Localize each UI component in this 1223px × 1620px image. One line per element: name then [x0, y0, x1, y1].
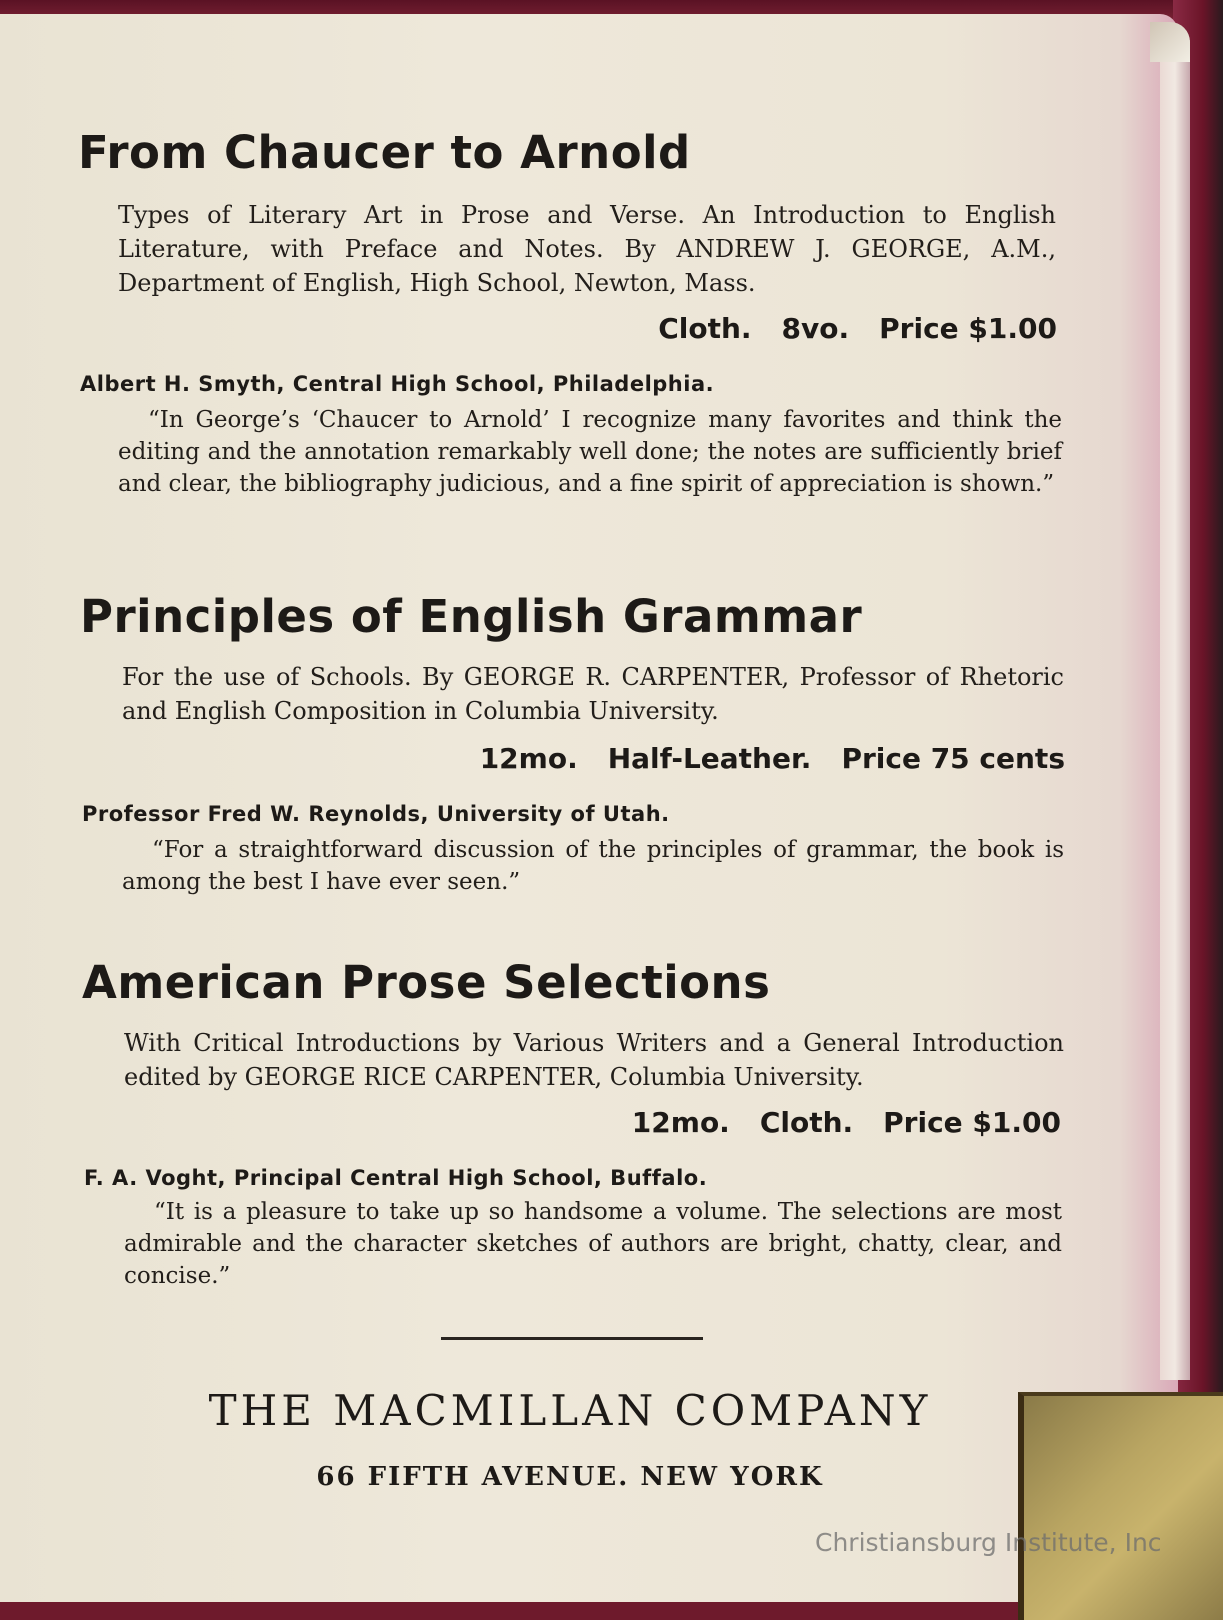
publisher-address: 66 FIFTH AVENUE. NEW YORK	[316, 1462, 824, 1492]
format: 12mo.	[631, 1106, 730, 1139]
book-price-line	[450, 742, 1065, 775]
book-description: With Critical Introductions by Various Writers and a General Introduction edited by GEORGE RICE CARPENTER, Columbia University.	[124, 1029, 1064, 1091]
review-quote: “It is a pleasure to take up so handsome a volume. The selections are most admirable and the character sketches of authors are bright, chatty, clear, and concise.”	[124, 1199, 1062, 1289]
reviewer: F. A. Voght, Principal Central High School, Buffalo.	[84, 1166, 708, 1190]
book-title: American Prose Selections	[82, 956, 771, 1009]
book-title: Principles of English Grammar	[80, 590, 863, 643]
format: 8vo.	[781, 312, 850, 345]
review-quote: “For a straightforward discussion of the principles of grammar, the book is among the best I have ever seen.”	[122, 837, 1064, 895]
review-quote: “In George’s ‘Chaucer to Arnold’ I recognize many favorites and think the editing and the annotation remarkably well done; the notes are sufficiently brief and clear, the bibliography judicious, and a fine spirit of appreciation is shown.”	[118, 407, 1062, 497]
book-description: Types of Literary Art in Prose and Verse. An Introduction to English Literature, with Preface and Notes. By ANDREW J. GEORGE, A.M., Department of English, High School, Newton, Mass.	[118, 201, 1056, 297]
binding: Cloth.	[658, 312, 752, 345]
format: 12mo.	[479, 742, 578, 775]
book-title: From Chaucer to Arnold	[78, 126, 691, 179]
book-description: For the use of Schools. By GEORGE R. CARPENTER, Professor of Rhetoric and English Composition in Columbia University.	[122, 663, 1064, 725]
binding: Cloth.	[759, 1106, 854, 1139]
book-price-line	[602, 1106, 1061, 1139]
watermark-text: Christiansburg Institute, Inc	[815, 1528, 1162, 1557]
book-price-line	[628, 312, 1057, 345]
price: Price 75 cents	[841, 742, 1065, 775]
publisher-name: THE MACMILLAN COMPANY	[208, 1386, 932, 1435]
reviewer: Albert H. Smyth, Central High School, Philadelphia.	[80, 372, 715, 396]
price: Price $1.00	[879, 312, 1057, 345]
divider-rule	[441, 1337, 703, 1340]
binding: Half-Leather.	[607, 742, 812, 775]
price: Price $1.00	[883, 1106, 1061, 1139]
reviewer: Professor Fred W. Reynolds, University of Utah.	[82, 802, 670, 826]
